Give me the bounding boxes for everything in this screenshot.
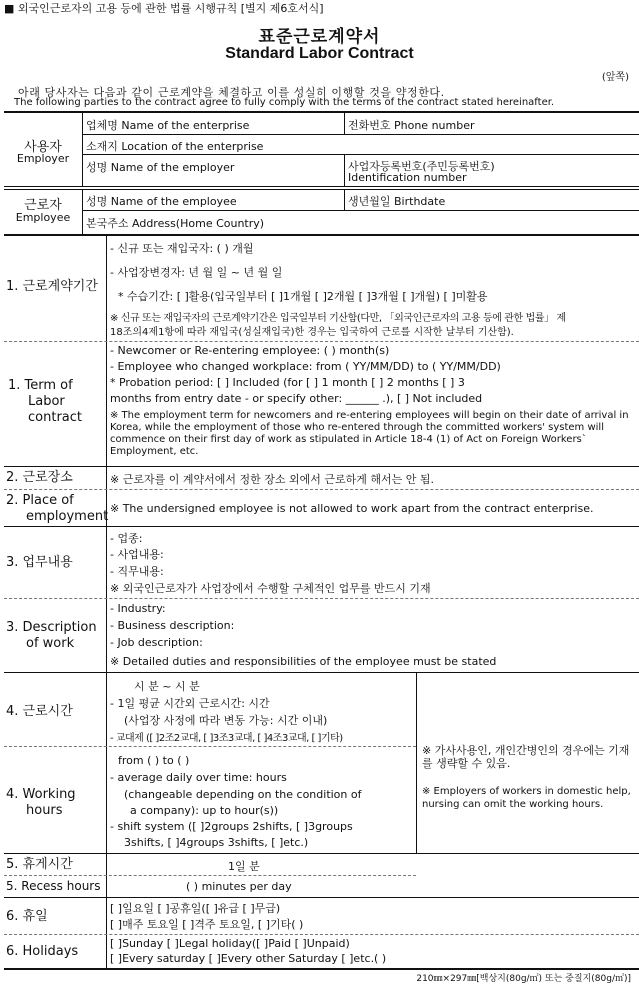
s4-hours-en[interactable]: from ( ) to ( ) [118, 754, 190, 767]
birthdate-field[interactable]: 생년월일 Birthdate [348, 195, 446, 208]
s1-ko-line1[interactable]: - 신규 또는 재입국자: ( ) 개월 [110, 242, 254, 255]
s3-industry-ko[interactable]: - 업종: [110, 532, 143, 545]
s3-label-en-2: of work [26, 636, 75, 651]
home-address-field[interactable]: 본국주소 Address(Home Country) [86, 217, 265, 230]
rule-v [82, 111, 83, 186]
s3-business-en[interactable]: - Business description: [110, 619, 235, 632]
s1-label-en-1: 1. Term of [8, 378, 73, 393]
front-side-label: (앞쪽) [601, 72, 629, 83]
employee-label-ko: 근로자 [24, 198, 62, 213]
s3-job-ko[interactable]: - 직무내용: [110, 565, 164, 578]
s4-label-en-1: 4. Working [6, 787, 76, 802]
s3-en-note: ※ Detailed duties and responsibilities of the employee must be stated [110, 655, 497, 668]
s3-label-en-1: 3. Description [6, 620, 97, 635]
s4-note-en: ※ Employers of workers in domestic help, nursing can omit the working hours. [422, 786, 631, 810]
s4-label-en-2: hours [26, 803, 63, 818]
s2-label-en-1: 2. Place of [6, 493, 74, 508]
s6-holiday-en-2[interactable]: [ ]Every saturday [ ]Every other Saturday [ ]etc.( ) [110, 952, 387, 965]
enterprise-name-field[interactable]: 업체명 Name of the enterprise [86, 119, 250, 132]
s5-label-en: 5. Recess hours [6, 879, 101, 893]
s1-ko-line3[interactable]: * 수습기간: [ ]활용(입국일부터 [ ]1개월 [ ]2개월 [ ]3개월 [ ]개월) [ ]미활용 [118, 290, 488, 303]
s2-en-note: ※ The undersigned employee is not allowed to work apart from the contract enterprise. [110, 502, 594, 515]
rule-parties-top [4, 111, 639, 113]
rule [82, 154, 639, 155]
rule-dashed [4, 341, 639, 342]
s4-overtime-ko[interactable]: - 1일 평균 시간외 근로시간: 시간 [110, 697, 270, 710]
s2-label-ko: 2. 근로장소 [6, 470, 73, 485]
s4-shift-en[interactable]: - shift system ([ ]2groups 2shifts, [ ]3groups [110, 820, 353, 833]
s4-overtime-cap-en[interactable]: a company): up to hour(s)) [130, 804, 279, 817]
rule-v [82, 189, 83, 234]
rule-v [344, 154, 345, 186]
s6-holiday-en-1[interactable]: [ ]Sunday [ ]Legal holiday([ ]Paid [ ]Unpaid) [110, 937, 350, 950]
employer-name-field[interactable]: 성명 Name of the employer [86, 161, 235, 174]
s5-recess-ko[interactable]: 1일 분 [228, 860, 260, 873]
rule [82, 134, 639, 135]
s1-en-line2[interactable]: - Employee who changed workplace: from ( YY/MM/DD) to ( YY/MM/DD) [110, 360, 501, 373]
rule-dashed [4, 934, 639, 935]
s4-hours-ko[interactable]: 시 분 ~ 시 분 [134, 680, 200, 693]
s3-business-ko[interactable]: - 사업내용: [110, 548, 164, 561]
s5-label-ko: 5. 휴게시간 [6, 857, 73, 872]
rule-dashed [4, 489, 639, 490]
rule-v [344, 189, 345, 210]
s6-holiday-ko-2[interactable]: [ ]매주 토요일 [ ]격주 토요일, [ ]기타( ) [110, 918, 304, 931]
s3-label-ko: 3. 업무내용 [6, 555, 73, 570]
s1-ko-line2[interactable]: - 사업장변경자: 년 월 일 ~ 년 월 일 [110, 266, 283, 279]
rule-employer-bottom [4, 186, 639, 187]
intro-english: The following parties to the contract agree to fully comply with the terms of the contract stated hereinafter. [14, 97, 555, 108]
s1-en-line1[interactable]: - Newcomer or Re-entering employee: ( ) month(s) [110, 344, 390, 357]
s4-shift-ko[interactable]: - 교대제 ([ ]2조2교대, [ ]3조3교대, [ ]4조3교대, [ ]기타) [110, 733, 343, 744]
s1-ko-line5: 18조의4제1항에 따라 재입국(성실재입국)한 경우는 입국하여 근로를 시작한 날부터 기산함). [110, 327, 514, 338]
paper-spec: 210㎜×297㎜[백상지(80g/㎡) 또는 중질지(80g/㎡)] [416, 974, 631, 984]
s6-label-en: 6. Holidays [6, 944, 79, 959]
rule-s1-bottom [4, 466, 639, 467]
rule-s5-bottom [4, 897, 639, 898]
rule-dashed [4, 598, 639, 599]
rule-employee-top [4, 189, 639, 190]
s1-label-en-2: Labor [28, 394, 65, 409]
employer-id-label-en: Identification number [348, 171, 467, 184]
s5-recess-en[interactable]: ( ) minutes per day [186, 880, 292, 893]
s4-overtime-en[interactable]: - average daily over time: hours [110, 771, 287, 784]
s2-label-en-2: employment [26, 509, 109, 524]
rule-v [344, 111, 345, 134]
s4-overtime-cap-ko[interactable]: (사업장 사정에 따라 변동 가능: 시간 이내) [124, 714, 328, 727]
s3-job-en[interactable]: - Job description: [110, 636, 203, 649]
s1-label-en-3: contract [28, 410, 82, 425]
s2-ko-note: ※ 근로자를 이 계약서에서 정한 장소 외에서 근로하게 해서는 안 됨. [110, 473, 434, 486]
s1-en-line4[interactable]: months from entry date - or specify other: ______ .), [ ] Not included [110, 392, 483, 405]
rule-employee-bottom [4, 234, 639, 236]
s3-ko-note: ※ 외국인근로자가 사업장에서 수행할 구체적인 업무를 반드시 기재 [110, 582, 431, 595]
regulation-reference: ■ 외국인근로자의 고용 등에 관한 법률 시행규칙 [별지 제6호서식] [4, 2, 324, 15]
rule-label-column [106, 234, 107, 968]
employee-name-field[interactable]: 성명 Name of the employee [86, 195, 237, 208]
s6-label-ko: 6. 휴일 [6, 909, 48, 924]
rule-s3-bottom [4, 672, 639, 673]
rule-dashed [4, 746, 416, 747]
s1-label-ko: 1. 근로계약기간 [6, 279, 98, 294]
employer-label-en: Employer [16, 152, 70, 165]
s6-holiday-ko-1[interactable]: [ ]일요일 [ ]공휴일([ ]유급 [ ]무급) [110, 902, 281, 915]
s1-en-note: ※ The employment term for newcomers and re-entering employees will begin on their date of arrival in Korea, while the employment of those who re-entered through the committed workers' system will commence on their first day of work as stipulated in Article 18-4 (1) of Act on Foreign Workers` Employment, etc. [110, 410, 629, 457]
employer-label-ko: 사용자 [24, 140, 62, 155]
enterprise-location-field[interactable]: 소재지 Location of the enterprise [86, 140, 264, 153]
rule [82, 210, 639, 211]
s1-ko-line4: ※ 신규 또는 재입국자의 근로계약기간은 입국일부터 기산함(다만, 「외국인근로자의 고용 등에 관한 법률」 제 [110, 313, 566, 324]
rule-s2-bottom [4, 526, 639, 527]
rule-dashed [4, 875, 416, 876]
rule-v-note [416, 672, 417, 853]
phone-number-field[interactable]: 전화번호 Phone number [348, 119, 475, 132]
s4-overtime-cond-en: (changeable depending on the condition of [124, 788, 362, 801]
s1-en-line3[interactable]: * Probation period: [ ] Included (for [ ] 1 month [ ] 2 months [ ] 3 [110, 376, 465, 389]
employer-id-label-ko[interactable]: 사업자등록번호(주민등록번호) [348, 160, 495, 173]
s3-industry-en[interactable]: - Industry: [110, 602, 166, 615]
s4-shift-en-2[interactable]: 3shifts, [ ]4groups 3shifts, [ ]etc.) [124, 836, 309, 849]
s4-note-ko: ※ 가사사용인, 개인간병인의 경우에는 기재를 생략할 수 있음. [422, 744, 630, 770]
intro-korean: 아래 당사자는 다음과 같이 근로계약을 체결하고 이를 성실히 이행할 것을 약정한다. [18, 86, 445, 99]
employee-label-en: Employee [15, 211, 71, 224]
s4-label-ko: 4. 근로시간 [6, 704, 73, 719]
rule-s4-bottom [4, 853, 639, 854]
rule-bottom [4, 968, 639, 970]
title-korean: 표준근로계약서 [258, 27, 381, 47]
title-english: Standard Labor Contract [225, 45, 414, 62]
